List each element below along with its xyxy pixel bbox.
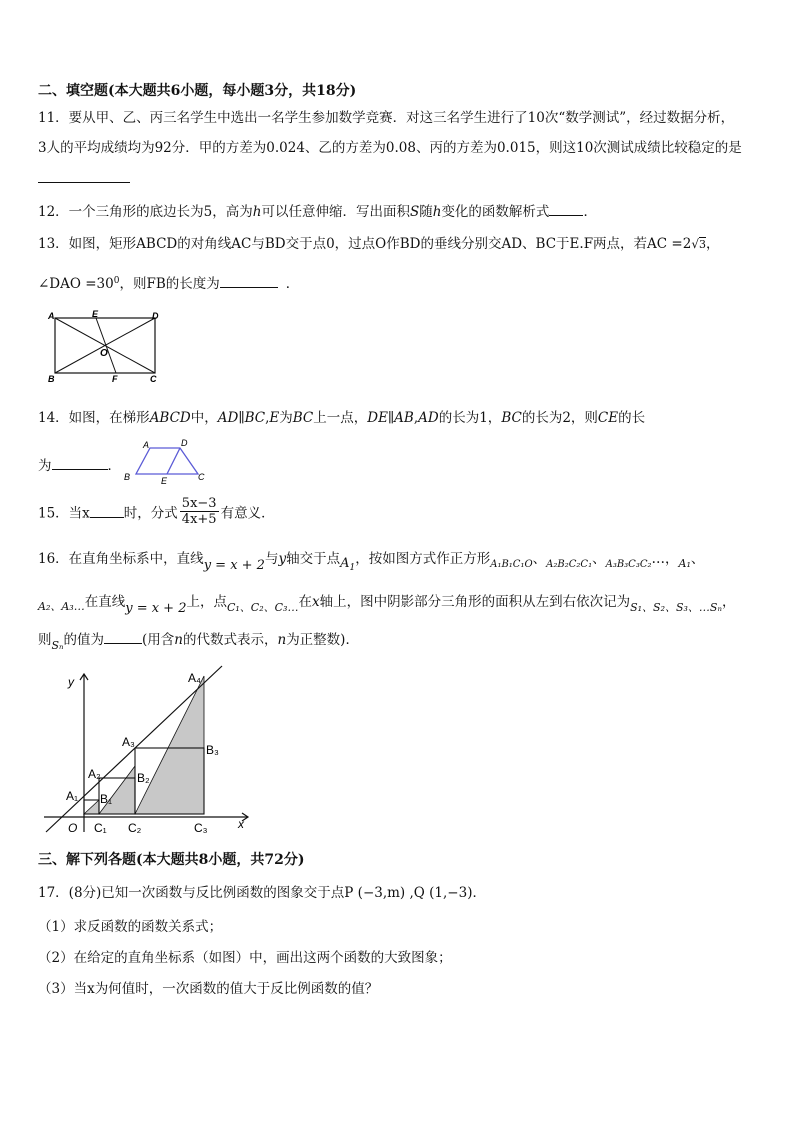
label-e: E [161,476,168,486]
label-c3: C₃ [194,821,208,835]
label-c2: C₂ [128,821,142,835]
q16-squares-figure [38,660,258,840]
shaded-triangle-s1 [84,800,99,814]
label-y: y [68,675,74,689]
q11-answer-blank[interactable] [38,168,130,183]
q11-line2: 3人的平均成绩均为92分．甲的方差为0.024、乙的方差为0.08、丙的方差为0.015，则这10次测试成绩比较稳定的是 [38,140,742,156]
label-d: D [181,438,188,448]
label-a3: A₃ [122,735,135,749]
q16-line1: 16．在直角坐标系中，直线y = x + 2与y轴交于点$A_1$，按如图方式作正方形$_{A_1B_1C_1O}$、$_{A_2B_2C_2C_1}$、$_{A_3B_3C_3C_2}$…，$_{A_1}$、 [38,551,705,573]
label-a: A [143,440,150,450]
q14-line1: 14．如图，在梯形ABCD中，AD∥BC,E为BC上一点，DE∥AB,AD的长为1，BC的长为2，则CE的长 [38,410,646,426]
label-b: B [48,374,55,384]
label-b3: B₃ [206,743,219,757]
q13-line2: ∠DAO $=30^0$，则FB的长度为 ． [38,276,300,292]
q17-stem: 17．(8分)已知一次函数与反比例函数的图象交于点P (−3,m) ,Q (1,−3)． [38,885,486,901]
q17-part1: （1）求反函数的函数关系式； [38,919,223,935]
q13-rectangle-figure [40,308,170,388]
q16-line3: 则$_{S_n}$的值为 (用含n的代数式表示，n为正整数)． [38,632,359,652]
line-ef [96,318,116,373]
label-d: D [152,311,159,321]
section-3-title: 三、解下列各题(本大题共8小题，共72分) [38,852,305,868]
label-c: C [198,472,205,482]
segment-de [167,448,180,474]
q13-line1: 13．如图，矩形ABCD的对角线AC与BD交于点0，过点O作BD的垂线分别交AD、BC于E.F两点，若AC =2√3， [38,236,720,252]
label-x: x [238,817,244,831]
q15-fraction: $\frac{5x-3}{4x+5}$ [181,496,217,527]
q15-answer-blank[interactable] [90,505,124,518]
label-b1: B₁ [100,792,113,806]
q16-answer-blank[interactable] [104,631,142,644]
label-o: O [100,348,108,359]
shaded-triangle-s2 [99,766,135,814]
label-a1: A₁ [66,789,79,803]
shaded-triangle-s3 [135,676,204,814]
q14-trapezoid-figure [118,436,213,488]
label-a4: A₄ [188,671,201,685]
label-f: F [112,374,118,384]
label-o: O [68,821,78,835]
label-a: A [48,311,55,321]
q15-line: 15．当x 时，分式 $\frac{5x-3}{4x+5}$ 有意义． [38,496,275,527]
label-b: B [124,472,131,482]
q13-answer-blank[interactable] [220,275,278,288]
q12-answer-blank[interactable] [549,203,583,216]
label-c1: C₁ [94,821,107,835]
q14-answer-blank[interactable] [52,457,108,470]
label-b2: B₂ [137,771,150,785]
section-2-title: 二、填空题(本大题共6小题，每小题3分，共18分) [38,83,357,99]
q17-part2: （2）在给定的直角坐标系（如图）中，画出这两个函数的大致图象； [38,950,452,966]
label-e: E [92,309,99,319]
label-a2: A₂ [88,767,101,781]
q12-line: 12．一个三角形的底边长为5，高为h可以任意伸缩．写出面积S随h变化的函数解析式 ． [38,204,597,220]
q14-line2: 为 ． [38,458,121,474]
q11-line1: 11．要从甲、乙、丙三名学生中选出一名学生参加数学竞赛．对这三名学生进行了10次“数学测试”，经过数据分析， [38,110,735,126]
trapezoid-abcd [136,448,198,474]
q16-line2: $_{A_2、A_3\dots}$在直线y = x + 2上，点$_{C_1、C_2、C_3\dots}$在x轴上，图中阴影部分三角形的面积从左到右依次记为$_{S_1、S_2、S_3、\dots S_n}$， [38,594,736,616]
q17-part3: （3）当x为何值时，一次函数的值大于反比例函数的值？ [38,981,379,997]
label-c: C [150,374,157,384]
